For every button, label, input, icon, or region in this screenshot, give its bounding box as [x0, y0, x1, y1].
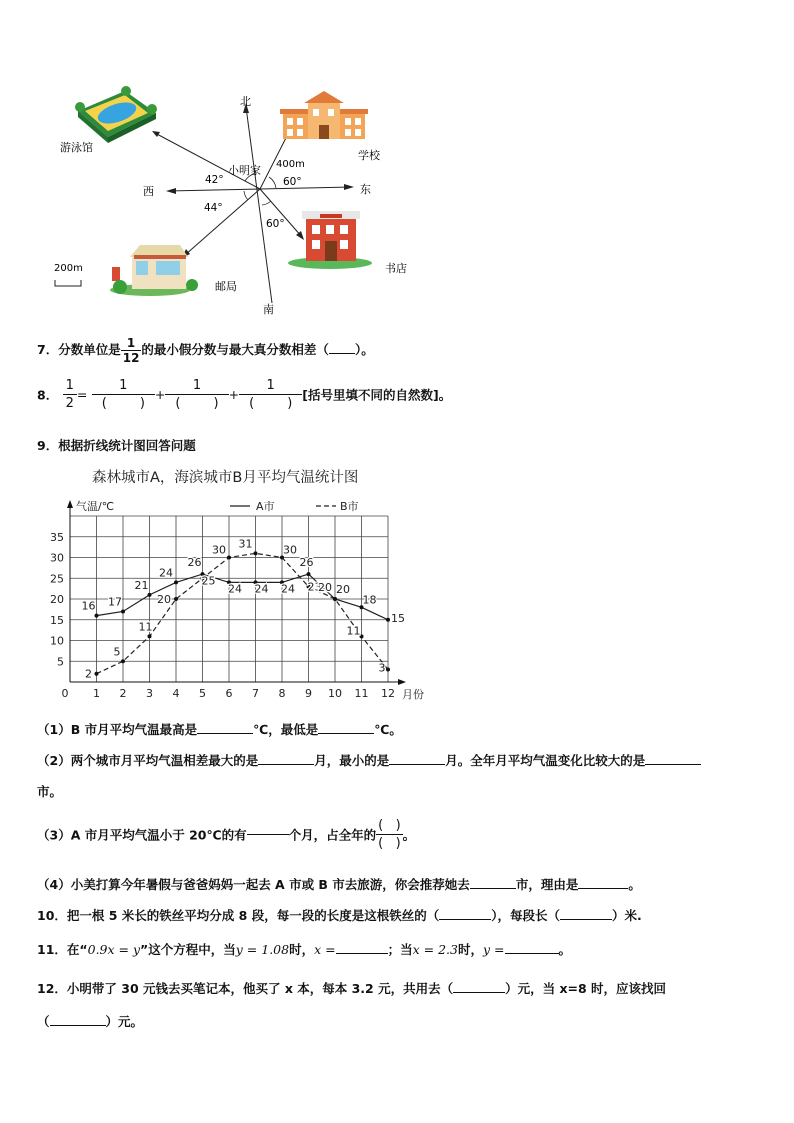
- q8-frac1-num: 1: [119, 378, 128, 393]
- temperature-line-chart: [50, 462, 440, 710]
- q7-number: 7．: [37, 342, 59, 357]
- q8-fraction-3[interactable]: [239, 378, 302, 411]
- north-south-line: [246, 107, 272, 303]
- scale-bar: [55, 280, 81, 286]
- data-label: 18: [362, 593, 377, 607]
- q8-note: [括号里填不同的自然数]。: [302, 387, 452, 403]
- q9-sub4-text1: （4）小美打算今年暑假与爸爸妈妈一起去 A 市或 B 市去旅游，你会推荐她去: [37, 877, 470, 892]
- q7-text-pre: 分数单位是: [58, 342, 121, 357]
- q7-answer-blank[interactable]: [329, 353, 355, 354]
- q11-y-equals: y =: [483, 942, 505, 957]
- y-axis-label: 气温/℃: [76, 500, 115, 513]
- data-point: [307, 572, 311, 576]
- data-label: 26: [187, 556, 202, 570]
- east-label: 东: [360, 183, 371, 196]
- q10-text3: ）米.: [611, 908, 642, 923]
- x-tick-label: 6: [225, 687, 233, 700]
- data-point: [121, 659, 125, 663]
- legend-label-A: A市: [256, 500, 275, 513]
- x-tick-label: 12: [381, 687, 395, 700]
- q9-sub1-text2: ℃，最低是: [253, 722, 319, 737]
- y-tick-label: 30: [50, 551, 64, 565]
- legend-label-B: B市: [340, 500, 359, 513]
- data-point: [121, 609, 125, 613]
- y-axis-arrow: [67, 500, 73, 508]
- data-label: 20: [157, 593, 171, 606]
- data-label: 24: [281, 582, 295, 596]
- data-label: 20: [318, 581, 332, 594]
- q9-sub1-text: （1）B 市月平均气温最高是: [37, 722, 198, 737]
- data-label: 31: [238, 537, 253, 551]
- q8-frac2-num: 1: [192, 378, 202, 393]
- data-point: [148, 634, 152, 638]
- q9-sub2-text3: 月。全年月平均气温变化比较大的是: [445, 753, 646, 768]
- question-7: [37, 336, 374, 365]
- chart-title: 森林城市A，海滨城市B月平均气温统计图: [92, 470, 359, 486]
- question-12-line1: [37, 979, 666, 997]
- q9-sub1-blank-max[interactable]: [197, 733, 253, 734]
- q9-sub3-text2: 个月，占全年的: [288, 827, 377, 843]
- q9-sub2-text2: 月，最小的是: [314, 753, 390, 768]
- q9-sub2-text1: （2）两个城市月平均气温相差最大的是: [37, 753, 259, 768]
- post-label: 邮局: [215, 280, 237, 293]
- q8-fraction-1[interactable]: [92, 378, 155, 411]
- question-12-line2: [37, 1012, 143, 1030]
- angle-pool: 42°: [205, 174, 224, 186]
- data-label: 15: [391, 611, 405, 625]
- angle-bookstore: 60°: [266, 218, 285, 230]
- q11-text3: 时，: [289, 942, 315, 957]
- school-building-icon: [280, 91, 368, 139]
- y-tick-label: 25: [50, 572, 64, 586]
- south-label: 南: [263, 303, 274, 316]
- direction-map: [40, 85, 440, 325]
- q10-text1: 10．把一根 5 米长的铁丝平均分成 8 段，每一段的长度是这根铁丝的（: [37, 908, 440, 923]
- y-tick-label: 20: [50, 593, 64, 606]
- q7-frac-den: 12: [122, 351, 140, 365]
- x-tick-label: 9: [305, 687, 312, 700]
- data-label: 20: [336, 583, 350, 596]
- data-point: [174, 597, 178, 601]
- data-point: [227, 556, 231, 560]
- q9-sub4-text3: 。: [628, 877, 641, 892]
- q8-frac2-den[interactable]: ( ): [165, 394, 228, 411]
- angle-post: 44°: [204, 202, 223, 214]
- x-tick-label: 2: [119, 687, 127, 700]
- q9-sub4-blank-reason[interactable]: [578, 888, 628, 889]
- data-point: [174, 580, 178, 584]
- ray-post: [185, 189, 260, 255]
- q11-text6: 。: [558, 942, 572, 957]
- q8-frac3-num: 1: [266, 378, 275, 393]
- angle-school: 60°: [283, 176, 302, 188]
- q12-blank-cost[interactable]: [453, 992, 505, 993]
- scale-label: 200m: [54, 263, 83, 274]
- data-point: [386, 618, 390, 622]
- q9-sub1-text3: ℃。: [374, 722, 402, 737]
- q8-frac1-den[interactable]: ( ): [92, 394, 155, 411]
- q8-equals: =: [76, 387, 88, 402]
- q12-text3: （: [37, 1014, 50, 1029]
- y-tick-label: 35: [50, 530, 64, 544]
- data-point: [148, 593, 152, 597]
- q11-text2: ”这个方程中，当: [140, 942, 236, 957]
- q10-blank-length[interactable]: [560, 919, 612, 920]
- data-label: 30: [212, 543, 226, 557]
- data-label: 11: [138, 620, 153, 634]
- q11-blank-y[interactable]: [505, 953, 559, 954]
- data-point: [254, 551, 258, 555]
- bookstore-building-icon: [288, 211, 372, 269]
- data-label: 30: [283, 543, 297, 557]
- q10-text2: ），每段长（: [491, 908, 560, 923]
- x-tick-label: 7: [252, 687, 259, 700]
- q9-sub1: [37, 720, 402, 738]
- q12-text2: ）元，当 x=8 时，应该找回: [505, 981, 667, 996]
- q9-sub2-line2: 市。: [37, 784, 63, 799]
- school-label: 学校: [358, 149, 380, 162]
- q11-x-equals: x =: [314, 942, 336, 957]
- data-label: 2: [85, 667, 92, 681]
- data-label: 23: [307, 580, 322, 594]
- q8-lhs-den: 2: [63, 394, 77, 411]
- q12-text1: 12．小明带了 30 元钱去买笔记本，他买了 x 本，每本 3.2 元，共用去（: [37, 981, 454, 996]
- swimming-pool-icon: [75, 86, 157, 143]
- q11-text4: ；当: [387, 942, 413, 957]
- data-label: 24: [254, 582, 269, 596]
- data-point: [386, 668, 390, 672]
- x-tick-label: 0: [61, 687, 69, 700]
- q11-text1: 11．在“: [37, 942, 88, 957]
- data-label: 17: [108, 595, 122, 609]
- q11-text5: 时，: [457, 942, 483, 957]
- west-arrow: [166, 188, 176, 194]
- east-arrow: [344, 184, 354, 190]
- q11-equation: 0.9x = y: [87, 942, 141, 957]
- q9-sub2-blank-city[interactable]: [645, 764, 701, 765]
- q9-sub1-blank-min[interactable]: [318, 733, 374, 734]
- x-tick-label: 10: [328, 687, 342, 700]
- q9-sub2-blank-min[interactable]: [389, 764, 445, 765]
- data-label: 24: [159, 566, 173, 580]
- question-11: [37, 940, 571, 958]
- q9-sub3-frac-num[interactable]: ( ): [378, 818, 401, 833]
- x-axis-label: 月份: [402, 688, 424, 701]
- q9-sub3-fraction[interactable]: [376, 818, 403, 851]
- pool-label: 游泳馆: [60, 141, 93, 154]
- q9-sub3: [37, 818, 415, 851]
- q7-text-post: 的最小假分数与最大真分数相差（: [141, 342, 329, 357]
- series-line-B: [97, 553, 389, 673]
- q11-blank-x[interactable]: [336, 953, 388, 954]
- west-label: 西: [143, 185, 154, 198]
- q9-sub3-text3: 。: [402, 827, 416, 843]
- data-label: 24: [228, 582, 242, 596]
- y-tick-label: 10: [50, 634, 64, 648]
- data-label: 11: [346, 624, 361, 638]
- q10-blank-fraction[interactable]: [439, 919, 491, 920]
- question-10: [37, 906, 642, 924]
- distance-label: 400m: [276, 159, 305, 170]
- q11-x-value: x = 2.3: [412, 942, 458, 957]
- q9-sub4-blank-city[interactable]: [470, 888, 516, 889]
- x-axis-arrow: [398, 679, 406, 685]
- bookstore-label: 书店: [385, 262, 407, 275]
- data-point: [95, 672, 99, 676]
- q7-frac-num: 1: [126, 336, 136, 350]
- x-tick-label: 1: [93, 687, 100, 700]
- q7-fraction: [121, 336, 142, 365]
- question-9-title: 9．根据折线统计图回答问题: [37, 438, 196, 453]
- x-tick-label: 11: [354, 687, 369, 700]
- question-8: [37, 378, 451, 411]
- q9-sub3-text1: （3）A 市月平均气温小于 20℃的有: [37, 827, 247, 843]
- data-point: [333, 597, 337, 601]
- q9-sub4: [37, 875, 641, 893]
- x-tick-label: 5: [199, 687, 206, 700]
- center-label: 小明家: [228, 164, 261, 177]
- q8-lhs-fraction: [63, 378, 77, 411]
- q8-plus-2: +: [228, 387, 240, 402]
- x-tick-label: 4: [172, 687, 180, 700]
- q9-sub2-blank-max[interactable]: [258, 764, 314, 765]
- q8-plus-1: +: [154, 387, 166, 402]
- q8-fraction-2[interactable]: [165, 378, 228, 411]
- q12-blank-change[interactable]: [50, 1025, 106, 1026]
- data-label: 21: [134, 578, 149, 592]
- data-label: 3: [378, 661, 386, 675]
- x-tick-label: 3: [146, 687, 153, 700]
- q8-lhs-num: 1: [65, 378, 74, 393]
- q7-text-end: ）。: [354, 342, 374, 357]
- data-label: 16: [81, 599, 96, 613]
- q11-y-value: y = 1.08: [235, 942, 290, 957]
- q8-number: 8．: [37, 387, 59, 403]
- q9-sub2: [37, 751, 701, 769]
- q12-text4: ）元。: [105, 1014, 144, 1029]
- y-tick-label: 15: [50, 613, 64, 627]
- data-label: 26: [299, 556, 314, 570]
- q9-sub4-text2: 市，理由是: [515, 877, 579, 892]
- data-label: 5: [113, 645, 121, 659]
- q9-sub3-blank-count[interactable]: [247, 834, 289, 835]
- data-label: 25: [201, 574, 216, 588]
- x-tick-label: 8: [278, 687, 286, 700]
- q9-sub3-frac-den[interactable]: ( ): [378, 836, 401, 851]
- post-office-building-icon: [110, 245, 198, 296]
- north-label: 北: [240, 95, 251, 108]
- data-point: [95, 614, 99, 618]
- y-tick-label: 5: [57, 655, 64, 669]
- q8-frac3-den[interactable]: ( ): [239, 394, 302, 411]
